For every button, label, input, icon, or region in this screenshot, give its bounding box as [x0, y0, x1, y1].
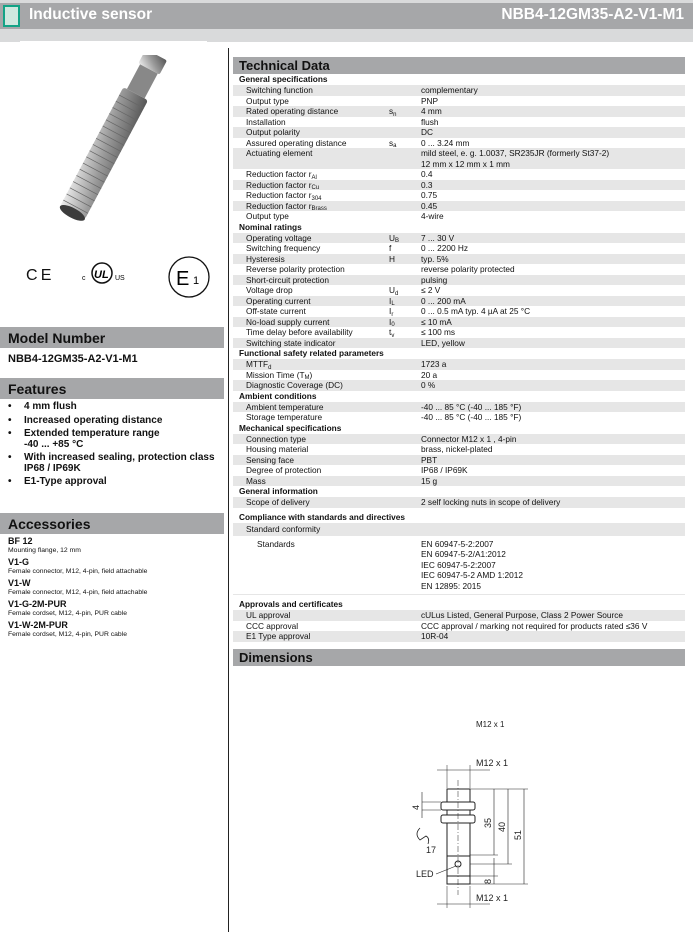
spec-value: LED, yellow	[421, 337, 465, 348]
section-heading: Nominal ratings	[239, 221, 302, 232]
spec-row	[233, 402, 685, 413]
standard-conformity-label: Standard conformity	[233, 523, 685, 536]
spec-row	[233, 306, 685, 317]
spec-value: flush	[421, 116, 439, 127]
spec-label: E1 Type approval	[246, 631, 311, 641]
accessory-name: BF 12	[8, 536, 33, 546]
feature-item: • E1-Type approval	[8, 477, 223, 488]
spec-row	[233, 285, 685, 296]
accessories-list	[8, 536, 223, 641]
spec-value: 1723 a	[421, 359, 447, 369]
svg-text:c: c	[82, 275, 86, 282]
section-heading: Ambient conditions	[239, 390, 317, 401]
accessory-description: Female connector, M12, 4-pin, field attachable	[8, 589, 148, 596]
model-number-heading: Model Number	[0, 327, 224, 348]
spec-label: Reduction factor $r_{Cu}$	[246, 179, 320, 191]
standards-row	[233, 536, 685, 596]
spec-value: -40 ... 85 °C (-40 ... 185 °F)	[421, 401, 522, 412]
spec-row	[233, 275, 685, 286]
spec-row	[233, 338, 685, 349]
spec-value: brass, nickel-plated	[421, 444, 493, 454]
spec-value: 4 mm	[421, 106, 442, 116]
spec-row	[233, 254, 685, 265]
model-number-value: NBB4-12GM35-A2-V1-M1	[8, 353, 138, 365]
spec-value: 0.75	[421, 190, 438, 200]
spec-label: $MTTF_d$	[246, 359, 272, 371]
cut-label: M12 x 1	[476, 720, 505, 729]
spec-row	[233, 106, 685, 117]
header-bar	[0, 3, 693, 29]
section-heading: Approvals and certificates	[239, 599, 343, 609]
spec-value: 4-wire	[421, 211, 444, 221]
spec-symbol: $s_n$	[389, 106, 397, 118]
standards-label: Standards	[257, 538, 295, 549]
spec-symbol: f	[389, 243, 392, 253]
spec-row	[233, 370, 685, 381]
spec-label: Storage temperature	[246, 412, 323, 422]
spec-value: 0 ... 200 mA	[421, 295, 466, 306]
spec-label: Short-circuit protection	[246, 274, 330, 285]
spec-row	[233, 243, 685, 254]
feature-item: • Increased operating distance	[8, 416, 223, 427]
spec-value: 7 ... 30 V	[421, 232, 455, 243]
dimensions-heading: Dimensions	[233, 649, 685, 666]
spec-label: Reduction factor $r_{Brass}$	[246, 200, 327, 212]
spec-row	[233, 412, 685, 423]
dim-8-label: 8	[483, 878, 493, 884]
svg-text:US: US	[115, 275, 125, 282]
spec-row	[233, 444, 685, 455]
spec-row	[233, 169, 685, 180]
spec-row	[233, 96, 685, 107]
accessory-name: V1-G-2M-PUR	[8, 599, 67, 609]
spec-value: 0.3	[421, 179, 433, 190]
header-tab	[20, 41, 207, 45]
spec-row	[233, 434, 685, 445]
spec-label: Diagnostic Coverage (DC)	[246, 380, 343, 390]
spec-label: Ambient temperature	[246, 401, 324, 412]
spec-label: Installation	[246, 116, 286, 127]
spec-label: Switching frequency	[246, 243, 321, 253]
spec-value: 0 ... 2200 Hz	[421, 243, 469, 253]
spec-value: 2 self locking nuts in scope of delivery	[421, 497, 561, 507]
spec-value: cULus Listed, General Purpose, Class 2 Power Source	[421, 610, 623, 620]
spec-row	[233, 465, 685, 476]
spec-label: Hysteresis	[246, 253, 285, 264]
spec-row	[233, 233, 685, 244]
spec-value: reverse polarity protected	[421, 264, 515, 274]
spec-row	[233, 296, 685, 307]
accessories-heading: Accessories	[0, 513, 224, 534]
spec-label: Connection type	[246, 433, 306, 444]
spec-label: Rated operating distance	[246, 106, 339, 116]
bottom-thread-label: M12 x 1	[476, 893, 509, 903]
spec-symbol: $s_a$	[389, 137, 397, 149]
spec-row	[233, 317, 685, 328]
spec-label: Actuating element	[246, 148, 313, 158]
spec-label: CCC approval	[246, 620, 299, 631]
spec-row	[233, 327, 685, 338]
accessory-description: Mounting flange, 12 mm	[8, 547, 81, 554]
feature-item: • Extended temperature range -40 ... +85 °C	[8, 429, 223, 450]
spec-row	[233, 201, 685, 212]
spec-row	[233, 455, 685, 466]
spec-value: Connector M12 x 1 , 4-pin	[421, 433, 517, 444]
spec-symbol: $U_B$	[389, 232, 400, 244]
certification-logos	[0, 255, 225, 305]
accessory-description: Female cordset, M12, 4-pin, PUR cable	[8, 610, 127, 617]
spec-row	[233, 148, 685, 169]
brand-square-icon	[3, 5, 20, 27]
spec-value: 0.4	[421, 169, 433, 179]
spec-row	[233, 127, 685, 138]
spec-row	[233, 180, 685, 191]
column-divider	[228, 48, 229, 932]
spec-label: Output type	[246, 211, 289, 221]
spec-value: 0 %	[421, 380, 436, 390]
spec-row	[233, 497, 685, 508]
spec-row	[233, 211, 685, 222]
spec-value: typ. 5%	[421, 253, 449, 264]
svg-text:E: E	[176, 268, 190, 290]
spec-row	[233, 476, 685, 487]
spec-value: -40 ... 85 °C (-40 ... 185 °F)	[421, 412, 522, 422]
spec-symbol: $I_0$	[389, 316, 395, 328]
spec-label: Off-state current	[246, 306, 306, 316]
spec-value: 0 ... 3.24 mm	[421, 137, 470, 148]
spec-value: ≤ 2 V	[421, 285, 441, 295]
spec-value: pulsing	[421, 274, 448, 285]
spec-label: Reduction factor $r_{304}$	[246, 190, 322, 202]
spec-value: 15 g	[421, 475, 438, 486]
spec-label: UL approval	[246, 610, 291, 620]
technical-data-heading: Technical Data	[233, 57, 685, 74]
spec-row	[233, 117, 685, 128]
header-title: Inductive sensor	[29, 6, 153, 23]
accessory-name: V1-W-2M-PUR	[8, 620, 68, 630]
spec-symbol: H	[389, 253, 395, 264]
dim-40-label: 40	[497, 821, 507, 832]
svg-text:1: 1	[193, 275, 200, 287]
feature-item: • With increased sealing, protection class IP68 / IP69K	[8, 453, 223, 474]
spec-symbol: $I_L$	[389, 295, 395, 307]
spec-label: Operating voltage	[246, 232, 312, 243]
ce-mark-icon: C E	[26, 267, 52, 284]
dim-35-label: 35	[483, 817, 493, 828]
spec-row	[233, 380, 685, 391]
spec-row	[233, 264, 685, 275]
section-heading: Functional safety related parameters	[239, 348, 384, 358]
feature-item: • 4 mm flush	[8, 402, 223, 413]
spec-value: ≤ 100 ms	[421, 327, 456, 337]
spec-row	[233, 631, 685, 642]
section-heading: General specifications	[239, 74, 328, 84]
spec-value: ≤ 10 mA	[421, 316, 452, 327]
spec-value: 0.45	[421, 200, 438, 211]
spec-value: PNP	[421, 95, 439, 106]
spec-row	[233, 359, 685, 370]
spec-label: Reverse polarity protection	[246, 264, 345, 274]
spec-label: Mission Time $(T_M)$	[246, 369, 313, 381]
spec-label: Housing material	[246, 444, 309, 454]
svg-text:UL: UL	[94, 269, 109, 281]
spec-label: Operating current	[246, 295, 311, 306]
spec-value: 10R-04	[421, 631, 449, 641]
spec-label: Switching function	[246, 85, 313, 95]
spec-label: Sensing face	[246, 454, 294, 465]
spec-value: 0 ... 0.5 mA typ. 4 µA at 25 °C	[421, 306, 531, 316]
technical-data-table	[233, 74, 685, 642]
spec-row	[233, 190, 685, 201]
spec-symbol: $I_r$	[389, 306, 394, 318]
spec-value: 20 a	[421, 369, 438, 380]
accessory-description: Female connector, M12, 4-pin, field attachable	[8, 568, 148, 575]
spec-label: Time delay before availability	[246, 327, 353, 337]
spec-label: Output polarity	[246, 127, 300, 137]
spec-label: Assured operating distance	[246, 137, 347, 148]
wrench-size-label: 17	[426, 845, 437, 855]
spec-value: DC	[421, 127, 433, 137]
spec-label: Degree of protection	[246, 465, 322, 475]
spec-label: Scope of delivery	[246, 497, 310, 507]
spec-value: PBT	[421, 454, 438, 465]
spec-label: Reduction factor $r_{Al}$	[246, 169, 317, 181]
section-heading: Mechanical specifications	[239, 422, 342, 433]
spec-label: Mass	[246, 475, 266, 486]
header-model: NBB4-12GM35-A2-V1-M1	[501, 6, 684, 23]
spec-label: Output type	[246, 95, 289, 106]
section-heading: General information	[239, 486, 318, 496]
spec-symbol: $t_v$	[389, 327, 395, 339]
accessory-description: Female cordset, M12, 4-pin, PUR cable	[8, 631, 127, 638]
accessory-name: V1-G	[8, 557, 30, 567]
standards-list: EN 60947-5-2:2007 EN 60947-5-2/A1:2012 IEC 60947-5-2:2007 IEC 60947-5-2 AMD 1:2012 EN 12895: 2015	[421, 538, 523, 591]
wrench-icon	[417, 828, 429, 844]
spec-label: No-load supply current	[246, 316, 330, 327]
features-heading: Features	[0, 378, 224, 399]
spec-row	[233, 85, 685, 96]
spec-value: complementary	[421, 85, 478, 95]
nut-height-label: 4	[411, 804, 421, 810]
spec-label: Voltage drop	[246, 285, 293, 295]
section-heading: Compliance with standards and directives	[239, 511, 405, 522]
culus-mark-icon	[82, 259, 130, 289]
dim-51-label: 51	[513, 829, 523, 840]
accessory-name: V1-W	[8, 578, 31, 588]
spec-value: CCC approval / marking not required for products rated ≤36 V	[421, 620, 648, 631]
dimension-drawing	[380, 710, 550, 930]
spec-value: IP68 / IP69K	[421, 465, 468, 475]
spec-label: Switching state indicator	[246, 337, 336, 348]
sensor-product-image	[10, 55, 220, 225]
spec-value: mild steel, e. g. 1.0037, SR235JR (formerly St37-2) 12 mm x 12 mm x 1 mm	[421, 148, 610, 169]
spec-row	[233, 610, 685, 621]
spec-row	[233, 621, 685, 632]
features-list	[8, 402, 223, 491]
led-label: LED	[416, 869, 434, 879]
spec-row	[233, 138, 685, 149]
e1-mark-icon	[165, 255, 215, 299]
top-thread-label: M12 x 1	[476, 758, 509, 768]
spec-symbol: $U_d$	[389, 285, 399, 297]
